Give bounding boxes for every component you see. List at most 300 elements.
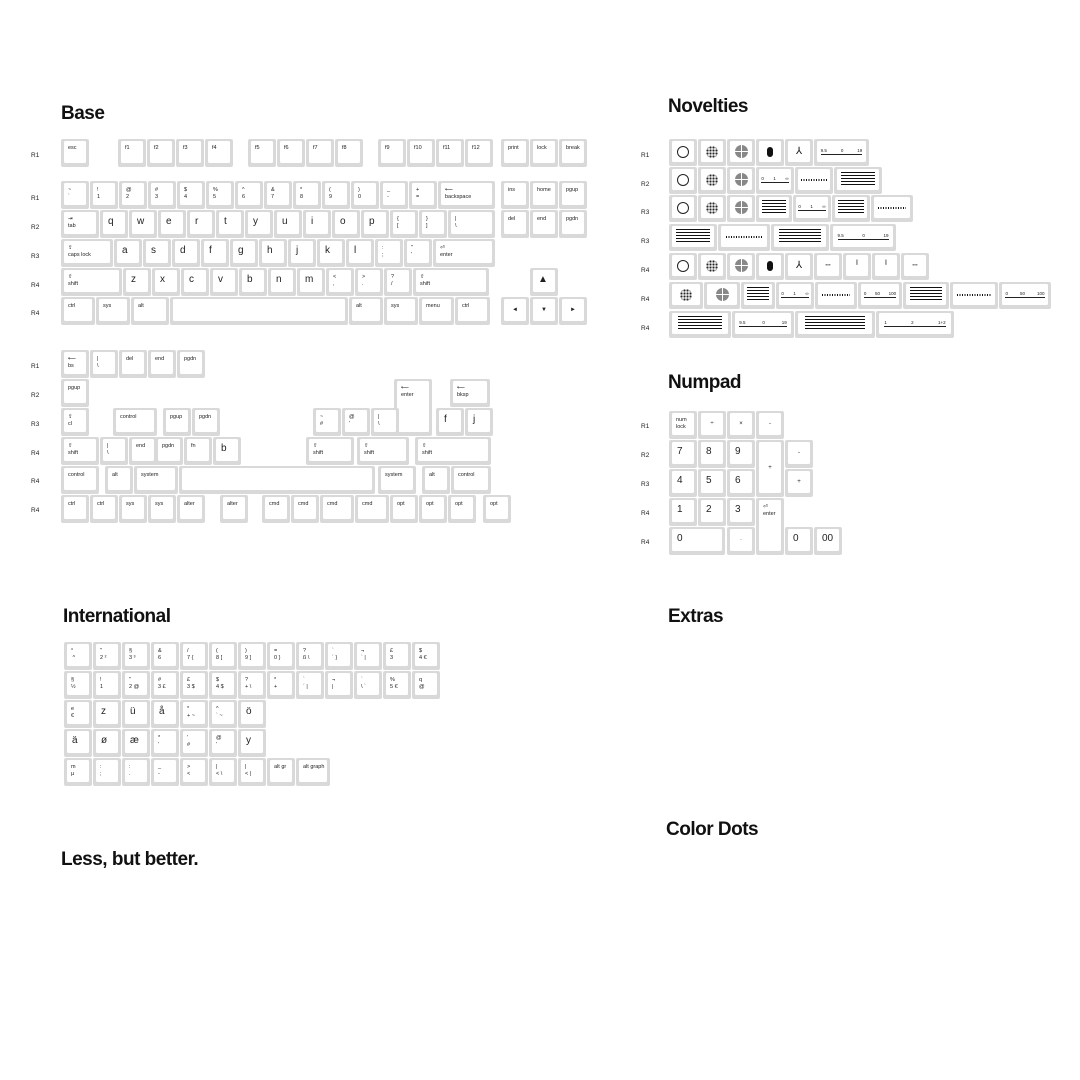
key-tab-row[interactable] <box>100 210 128 238</box>
numpad-key[interactable] <box>698 469 726 497</box>
key-extra[interactable] <box>90 495 118 523</box>
key-num[interactable] <box>119 181 147 209</box>
numpad-key[interactable] <box>727 469 755 497</box>
key-extra[interactable] <box>61 437 99 465</box>
intl-key[interactable] <box>267 642 295 670</box>
key-shift-row[interactable] <box>210 268 238 296</box>
numpad-key[interactable] <box>669 411 697 439</box>
intl-key[interactable] <box>151 642 179 670</box>
key-extra[interactable] <box>448 495 476 523</box>
novelty-key[interactable] <box>795 311 875 338</box>
intl-key[interactable] <box>64 700 92 728</box>
key-caps-row[interactable] <box>288 239 316 267</box>
novelty-key[interactable] <box>698 253 726 280</box>
keycap-legend: f3 <box>183 145 188 151</box>
novelty-key[interactable] <box>834 167 882 194</box>
stripes-icon <box>678 316 723 331</box>
key-extra[interactable] <box>113 408 157 436</box>
intl-key[interactable] <box>122 758 150 786</box>
intl-key[interactable] <box>93 671 121 699</box>
key-tab-row[interactable] <box>530 210 558 238</box>
key-num[interactable] <box>438 181 495 209</box>
novelty-key[interactable] <box>718 224 770 251</box>
key-print[interactable] <box>501 139 529 167</box>
intl-key[interactable] <box>296 671 324 699</box>
novelty-key[interactable] <box>669 195 697 222</box>
intl-key[interactable] <box>180 642 208 670</box>
novelty-key[interactable] <box>669 167 697 194</box>
novelty-key[interactable] <box>872 253 900 280</box>
keycap-top <box>730 255 752 276</box>
key-tab-row[interactable] <box>61 210 99 238</box>
key-num[interactable] <box>559 181 587 209</box>
key-shift-row[interactable] <box>181 268 209 296</box>
key-extra[interactable] <box>313 408 341 436</box>
key-num[interactable] <box>235 181 263 209</box>
keycap-top <box>735 313 791 334</box>
key-num[interactable] <box>322 181 350 209</box>
numpad-key[interactable] <box>785 469 813 497</box>
key-extra[interactable] <box>61 495 89 523</box>
numpad-key[interactable] <box>669 469 697 497</box>
numpad-key[interactable] <box>698 440 726 468</box>
keycap-legend: j <box>296 245 299 256</box>
key-shift-row[interactable] <box>239 268 267 296</box>
keycap-top <box>212 731 234 753</box>
key-extra[interactable] <box>371 408 399 436</box>
key-caps-row[interactable] <box>172 239 200 267</box>
key-extra[interactable] <box>134 466 178 494</box>
key-extra[interactable] <box>355 495 389 523</box>
novelty-key[interactable] <box>832 195 870 222</box>
key-extra[interactable] <box>179 466 375 494</box>
numpad-key[interactable] <box>698 411 726 439</box>
key-extra[interactable] <box>163 408 191 436</box>
keycap-legend: @ ' <box>216 735 222 748</box>
intl-key[interactable] <box>209 671 237 699</box>
keycap-top <box>672 255 694 276</box>
intl-key[interactable] <box>122 642 150 670</box>
key-bottom-row[interactable] <box>530 297 558 325</box>
key-bottom-row[interactable] <box>349 297 383 325</box>
keycap-top <box>328 644 350 666</box>
key-esc[interactable] <box>61 139 89 167</box>
key-extra[interactable] <box>378 466 416 494</box>
key-caps-row[interactable] <box>201 239 229 267</box>
key-num[interactable] <box>264 181 292 209</box>
intl-key[interactable] <box>209 700 237 728</box>
novelty-key[interactable] <box>669 282 703 309</box>
keycap-top <box>103 439 125 461</box>
novelty-key[interactable] <box>727 253 755 280</box>
keycap-legend: æ <box>130 735 139 746</box>
keycap-legend: ) 0 <box>358 187 362 200</box>
keycap-legend: f10 <box>414 145 422 151</box>
intl-key[interactable] <box>238 642 266 670</box>
intl-key[interactable] <box>412 671 440 699</box>
novelty-key[interactable] <box>698 139 726 166</box>
key-extra[interactable] <box>148 350 176 378</box>
key-tab-row[interactable] <box>448 210 495 238</box>
key-extra[interactable] <box>291 495 319 523</box>
novelty-key[interactable] <box>785 253 813 280</box>
key-bottom-row[interactable] <box>559 297 587 325</box>
key-f2[interactable] <box>147 139 175 167</box>
intl-key[interactable] <box>412 642 440 670</box>
intl-key[interactable] <box>209 729 237 757</box>
numpad-key[interactable] <box>669 527 725 555</box>
key-caps-row[interactable] <box>404 239 432 267</box>
numpad-key[interactable] <box>814 527 842 555</box>
key-num[interactable] <box>148 181 176 209</box>
intl-key[interactable] <box>383 671 411 699</box>
key-f5[interactable] <box>248 139 276 167</box>
novelty-key[interactable] <box>756 253 784 280</box>
key-shift-row[interactable] <box>297 268 325 296</box>
key-num[interactable] <box>409 181 437 209</box>
intl-key[interactable] <box>93 700 121 728</box>
key-num[interactable] <box>206 181 234 209</box>
key-shift-row[interactable] <box>152 268 180 296</box>
intl-key[interactable] <box>325 642 353 670</box>
keycap-top <box>759 413 781 435</box>
key-extra[interactable] <box>148 495 176 523</box>
numpad-key[interactable] <box>727 440 755 468</box>
key-tab-row[interactable] <box>361 210 389 238</box>
keycap-top <box>241 760 263 782</box>
key-caps-row[interactable] <box>114 239 142 267</box>
intl-key[interactable] <box>209 642 237 670</box>
novelty-key[interactable] <box>756 195 792 222</box>
intl-key[interactable] <box>180 729 208 757</box>
intl-key[interactable] <box>151 671 179 699</box>
keycap-legend: ø <box>101 735 108 746</box>
intl-key[interactable] <box>238 729 266 757</box>
key-tab-row[interactable] <box>245 210 273 238</box>
key-f10[interactable] <box>407 139 435 167</box>
keycap-legend: # 3 <box>155 187 159 200</box>
key-bottom-row[interactable] <box>131 297 169 325</box>
novelty-key[interactable] <box>756 139 784 166</box>
key-f8[interactable] <box>335 139 363 167</box>
novelty-key[interactable] <box>732 311 794 338</box>
stripes-icon <box>676 229 710 244</box>
key-shift-row[interactable] <box>413 268 489 296</box>
keycap-legend: e € <box>71 706 75 719</box>
novelty-key[interactable] <box>776 282 814 309</box>
keycap-legend: f12 <box>472 145 480 151</box>
key-tab-row[interactable] <box>158 210 186 238</box>
intl-key[interactable] <box>180 671 208 699</box>
keycap-legend: cmd <box>269 501 280 507</box>
keycap-top <box>796 197 828 218</box>
key-caps-row[interactable] <box>143 239 171 267</box>
keycap-legend: opt <box>426 501 434 507</box>
key-extra[interactable] <box>155 437 183 465</box>
key-lock[interactable] <box>530 139 558 167</box>
key-extra-enter[interactable] <box>394 379 432 436</box>
key-extra[interactable] <box>306 437 354 465</box>
novelty-key[interactable] <box>698 167 726 194</box>
intl-key[interactable] <box>238 671 266 699</box>
novelty-key[interactable] <box>858 282 902 309</box>
key-extra[interactable] <box>90 350 118 378</box>
novelty-key[interactable] <box>669 139 697 166</box>
numpad-key[interactable] <box>727 498 755 526</box>
key-caps-row[interactable] <box>375 239 403 267</box>
key-extra[interactable] <box>483 495 511 523</box>
novelty-key[interactable] <box>727 139 755 166</box>
novelty-key[interactable] <box>669 253 697 280</box>
key-extra[interactable] <box>61 379 89 407</box>
intl-key[interactable] <box>122 729 150 757</box>
keycap-top <box>64 299 92 321</box>
key-f12[interactable] <box>465 139 493 167</box>
key-extra[interactable] <box>100 437 128 465</box>
key-extra[interactable] <box>61 408 89 436</box>
key-f6[interactable] <box>277 139 305 167</box>
intl-key[interactable] <box>383 642 411 670</box>
keycap-icon-slot <box>759 255 781 276</box>
key-shift-row[interactable] <box>384 268 412 296</box>
novelty-key[interactable] <box>814 139 869 166</box>
intl-key[interactable] <box>64 642 92 670</box>
key-tab-row[interactable] <box>559 210 587 238</box>
key-tab-row[interactable] <box>390 210 418 238</box>
key-caps-row[interactable] <box>230 239 258 267</box>
novelty-key[interactable] <box>785 139 813 166</box>
novelty-key[interactable] <box>903 282 949 309</box>
key-caps-row[interactable] <box>346 239 374 267</box>
key-f9[interactable] <box>378 139 406 167</box>
keycap-top <box>241 702 263 724</box>
key-extra[interactable] <box>357 437 409 465</box>
numpad-key[interactable] <box>727 527 755 555</box>
key-extra[interactable] <box>129 437 157 465</box>
key-bottom-row[interactable] <box>455 297 490 325</box>
novelty-key[interactable] <box>741 282 775 309</box>
key-extra[interactable] <box>422 466 450 494</box>
key-extra[interactable] <box>436 408 464 436</box>
key-num[interactable] <box>380 181 408 209</box>
intl-key[interactable] <box>354 671 382 699</box>
intl-key[interactable] <box>267 758 295 786</box>
keycap-top <box>294 497 316 519</box>
novelty-key[interactable] <box>669 311 731 338</box>
numpad-key[interactable] <box>785 440 813 468</box>
intl-key[interactable] <box>122 700 150 728</box>
key-extra[interactable] <box>220 495 248 523</box>
intl-key[interactable] <box>180 758 208 786</box>
scale-tick: 100 <box>888 291 897 296</box>
key-tab-row[interactable] <box>332 210 360 238</box>
key-shift-row[interactable] <box>530 268 558 296</box>
key-break[interactable] <box>559 139 587 167</box>
novelty-key[interactable] <box>795 167 833 194</box>
key-num[interactable] <box>61 181 89 209</box>
key-extra[interactable] <box>465 408 493 436</box>
key-bottom-row[interactable] <box>96 297 130 325</box>
numpad-key[interactable] <box>785 527 813 555</box>
key-tab-row[interactable] <box>419 210 447 238</box>
keycap-top <box>875 255 897 276</box>
key-num[interactable] <box>351 181 379 209</box>
key-extra[interactable] <box>119 495 147 523</box>
numpad-key[interactable] <box>756 498 784 555</box>
keycap-top <box>212 644 234 666</box>
key-tab-row[interactable] <box>216 210 244 238</box>
keycap-top <box>64 270 119 292</box>
key-extra[interactable] <box>450 379 490 407</box>
intl-key[interactable] <box>354 642 382 670</box>
key-bottom-row[interactable] <box>170 297 348 325</box>
intl-key[interactable] <box>296 758 330 786</box>
intl-key[interactable] <box>151 700 179 728</box>
keycap-top <box>701 471 723 493</box>
keycap-legend: 3 <box>735 504 741 515</box>
key-extra[interactable] <box>390 495 418 523</box>
key-num[interactable] <box>177 181 205 209</box>
keycap-legend: ü <box>130 706 136 717</box>
numpad-key[interactable] <box>727 411 755 439</box>
key-shift-row[interactable] <box>61 268 122 296</box>
key-extra[interactable] <box>105 466 133 494</box>
keycap-legend: ctrl <box>68 501 76 507</box>
keycap-top <box>300 270 322 292</box>
key-f3[interactable] <box>176 139 204 167</box>
key-num[interactable] <box>530 181 558 209</box>
key-tab-row[interactable] <box>129 210 157 238</box>
key-extra[interactable] <box>262 495 290 523</box>
keycap-top <box>357 644 379 666</box>
key-shift-row[interactable] <box>123 268 151 296</box>
key-extra[interactable] <box>61 350 89 378</box>
novelty-key[interactable] <box>950 282 998 309</box>
key-num[interactable] <box>501 181 529 209</box>
novelty-key[interactable] <box>876 311 954 338</box>
intl-key[interactable] <box>64 671 92 699</box>
key-extra[interactable] <box>192 408 220 436</box>
novelty-key[interactable] <box>704 282 740 309</box>
intl-key[interactable] <box>151 729 179 757</box>
intl-key[interactable] <box>93 729 121 757</box>
keycap-legend: i <box>311 216 314 227</box>
novelty-key[interactable] <box>843 253 871 280</box>
novelty-key[interactable] <box>830 224 896 251</box>
keycap-legend: j <box>473 414 476 425</box>
keycap-legend: alt <box>138 303 144 309</box>
intl-key[interactable] <box>151 758 179 786</box>
key-extra[interactable] <box>451 466 491 494</box>
key-bottom-row[interactable] <box>61 297 95 325</box>
key-caps-row[interactable] <box>61 239 113 267</box>
row-label: R4 <box>31 507 40 514</box>
key-tab-row[interactable] <box>187 210 215 238</box>
novelty-key[interactable] <box>698 195 726 222</box>
numpad-key[interactable] <box>756 440 784 497</box>
key-extra[interactable] <box>177 350 205 378</box>
key-shift-row[interactable] <box>355 268 383 296</box>
keycap-top <box>439 141 461 163</box>
key-extra[interactable] <box>213 437 241 465</box>
key-extra[interactable] <box>119 350 147 378</box>
key-caps-row[interactable] <box>433 239 495 267</box>
intl-key[interactable] <box>122 671 150 699</box>
novelty-key[interactable] <box>793 195 831 222</box>
key-extra[interactable] <box>320 495 354 523</box>
keycap-icon-slot <box>759 169 791 190</box>
novelty-key[interactable] <box>727 195 755 222</box>
novelty-key[interactable] <box>814 253 842 280</box>
keycap-icon-slot <box>730 255 752 276</box>
key-extra[interactable] <box>415 437 491 465</box>
intl-key[interactable] <box>238 758 266 786</box>
intl-key[interactable] <box>93 642 121 670</box>
intl-key[interactable] <box>64 758 92 786</box>
key-caps-row[interactable] <box>317 239 345 267</box>
keycap-top <box>386 673 408 695</box>
key-shift-row[interactable] <box>268 268 296 296</box>
key-tab-row[interactable] <box>274 210 302 238</box>
intl-key[interactable] <box>325 671 353 699</box>
key-bottom-row[interactable] <box>384 297 418 325</box>
intl-key[interactable] <box>180 700 208 728</box>
key-tab-row[interactable] <box>303 210 331 238</box>
intl-key[interactable] <box>267 671 295 699</box>
numpad-key[interactable] <box>756 411 784 439</box>
intl-key[interactable] <box>296 642 324 670</box>
keycap-legend: sys <box>103 303 112 309</box>
intl-key[interactable] <box>238 700 266 728</box>
numpad-key[interactable] <box>669 440 697 468</box>
key-shift-row[interactable] <box>326 268 354 296</box>
intl-key[interactable] <box>209 758 237 786</box>
keycap-icon-slot <box>788 255 810 276</box>
intl-key[interactable] <box>93 758 121 786</box>
key-bottom-row[interactable] <box>501 297 529 325</box>
novelty-key[interactable] <box>999 282 1051 309</box>
key-f4[interactable] <box>205 139 233 167</box>
novelty-key[interactable] <box>727 167 755 194</box>
key-caps-row[interactable] <box>259 239 287 267</box>
novelty-key[interactable] <box>756 167 794 194</box>
novelty-key[interactable] <box>901 253 929 280</box>
keycap-legend: ▼ <box>541 306 547 313</box>
key-f11[interactable] <box>436 139 464 167</box>
numpad-key[interactable] <box>698 498 726 526</box>
key-f7[interactable] <box>306 139 334 167</box>
keycap-top <box>562 212 584 234</box>
key-bottom-row[interactable] <box>419 297 454 325</box>
intl-key[interactable] <box>64 729 92 757</box>
novelty-key[interactable] <box>669 224 717 251</box>
novelty-key[interactable] <box>815 282 857 309</box>
key-extra[interactable] <box>177 495 205 523</box>
numpad-key[interactable] <box>669 498 697 526</box>
key-extra[interactable] <box>61 466 99 494</box>
key-num[interactable] <box>90 181 118 209</box>
keycap-top <box>701 255 723 276</box>
key-f1[interactable] <box>118 139 146 167</box>
novelty-key[interactable] <box>871 195 913 222</box>
key-extra[interactable] <box>184 437 212 465</box>
key-tab-row[interactable] <box>501 210 529 238</box>
key-num[interactable] <box>293 181 321 209</box>
key-extra[interactable] <box>342 408 370 436</box>
key-extra[interactable] <box>419 495 447 523</box>
keycap-legend: 2 <box>706 504 712 515</box>
novelty-key[interactable] <box>771 224 829 251</box>
